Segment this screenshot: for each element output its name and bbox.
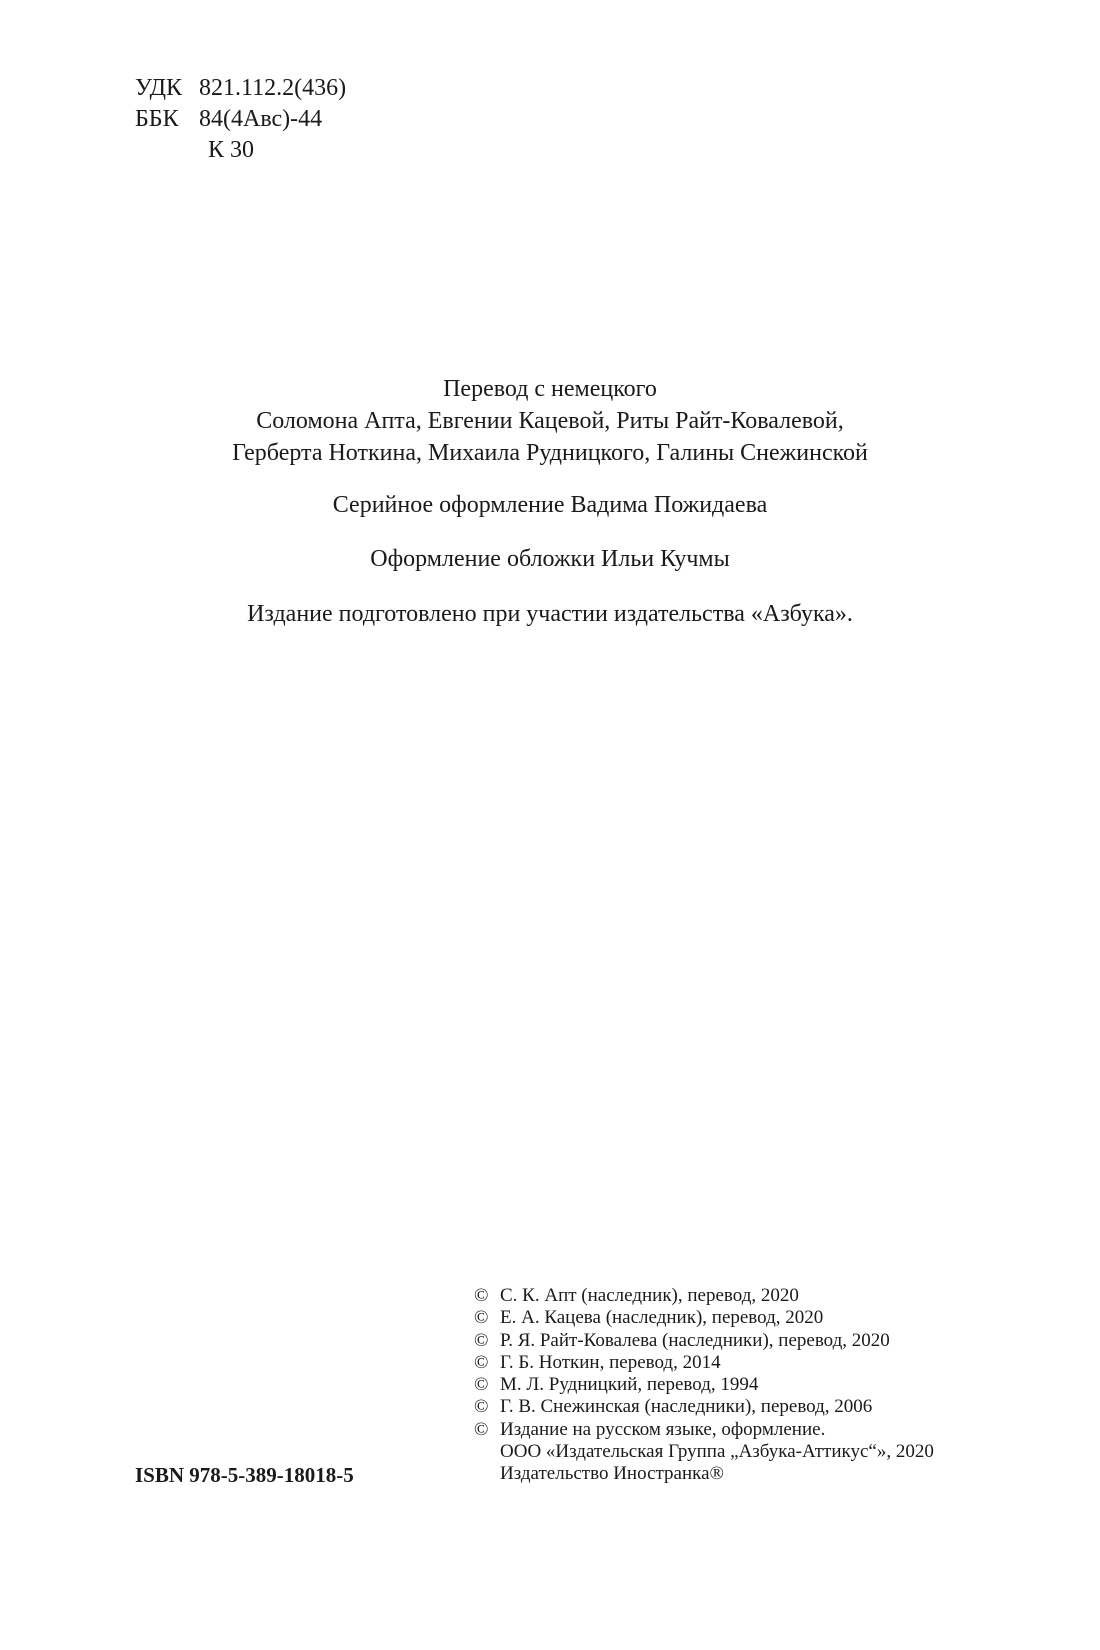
copyright-sign: © <box>474 1396 489 1418</box>
copyright-text: Г. Б. Ноткин, перевод, 2014 <box>500 1351 721 1373</box>
copyright-sign: © <box>474 1329 489 1351</box>
translation-credit <box>0 373 1100 469</box>
copyright-line <box>474 1285 934 1307</box>
copyright-sign: © <box>474 1285 489 1306</box>
isbn: ISBN 978-5-389-18018-5 <box>135 1463 354 1487</box>
translation-line: Соломона Апта, Евгении Кацевой, Риты Райт-Ковалевой, <box>256 408 844 434</box>
bbk-value: 84(4Авс)-44 <box>199 106 323 132</box>
copyright-sign: © <box>474 1351 489 1373</box>
copyright-sign: © <box>474 1307 489 1329</box>
copyright-line <box>474 1374 934 1396</box>
edition-note: Издание подготовлено при участии издательства «Азбука». <box>247 601 853 627</box>
udk-value: 821.112.2(436) <box>199 75 347 101</box>
copyright-text: Издание на русском языке, оформление. <box>500 1418 826 1440</box>
udk-row <box>135 73 346 104</box>
copyright-continuation: ООО «Издательская Группа „Азбука-Аттикус“», 2020 <box>500 1441 934 1463</box>
author-mark: К 30 <box>208 137 255 163</box>
copyright-line <box>474 1419 934 1441</box>
udk-label: УДК <box>135 75 182 101</box>
copyright-sign: © <box>474 1374 489 1396</box>
copyright-line <box>474 1396 934 1418</box>
copyright-sign: © <box>474 1418 489 1440</box>
bbk-row <box>135 104 346 135</box>
credits-block <box>0 373 1100 630</box>
copyright-line <box>474 1330 934 1352</box>
copyright-line <box>474 1352 934 1374</box>
copyright-text: С. К. Апт (наследник), перевод, 2020 <box>500 1285 799 1306</box>
series-design-credit: Серийное оформление Вадима Пожидаева <box>332 492 768 518</box>
copyright-text: М. Л. Рудницкий, перевод, 1994 <box>500 1374 759 1396</box>
copyright-text: Р. Я. Райт-Ковалева (наследники), перевод, 2020 <box>500 1329 890 1351</box>
copyright-text: Е. А. Кацева (наследник), перевод, 2020 <box>500 1307 824 1329</box>
cover-design-credit: Оформление обложки Ильи Кучмы <box>370 546 730 572</box>
bbk-label: ББК <box>135 106 179 132</box>
classification-block <box>135 73 346 166</box>
copyright-continuation: Издательство Иностранка® <box>500 1463 724 1485</box>
copyright-line <box>474 1307 934 1329</box>
translation-line: Герберта Ноткина, Михаила Рудницкого, Галины Снежинской <box>232 440 868 466</box>
copyright-text: Г. В. Снежинская (наследники), перевод, 2006 <box>500 1396 873 1418</box>
copyright-block <box>474 1285 934 1486</box>
translation-line: Перевод с немецкого <box>443 376 657 402</box>
